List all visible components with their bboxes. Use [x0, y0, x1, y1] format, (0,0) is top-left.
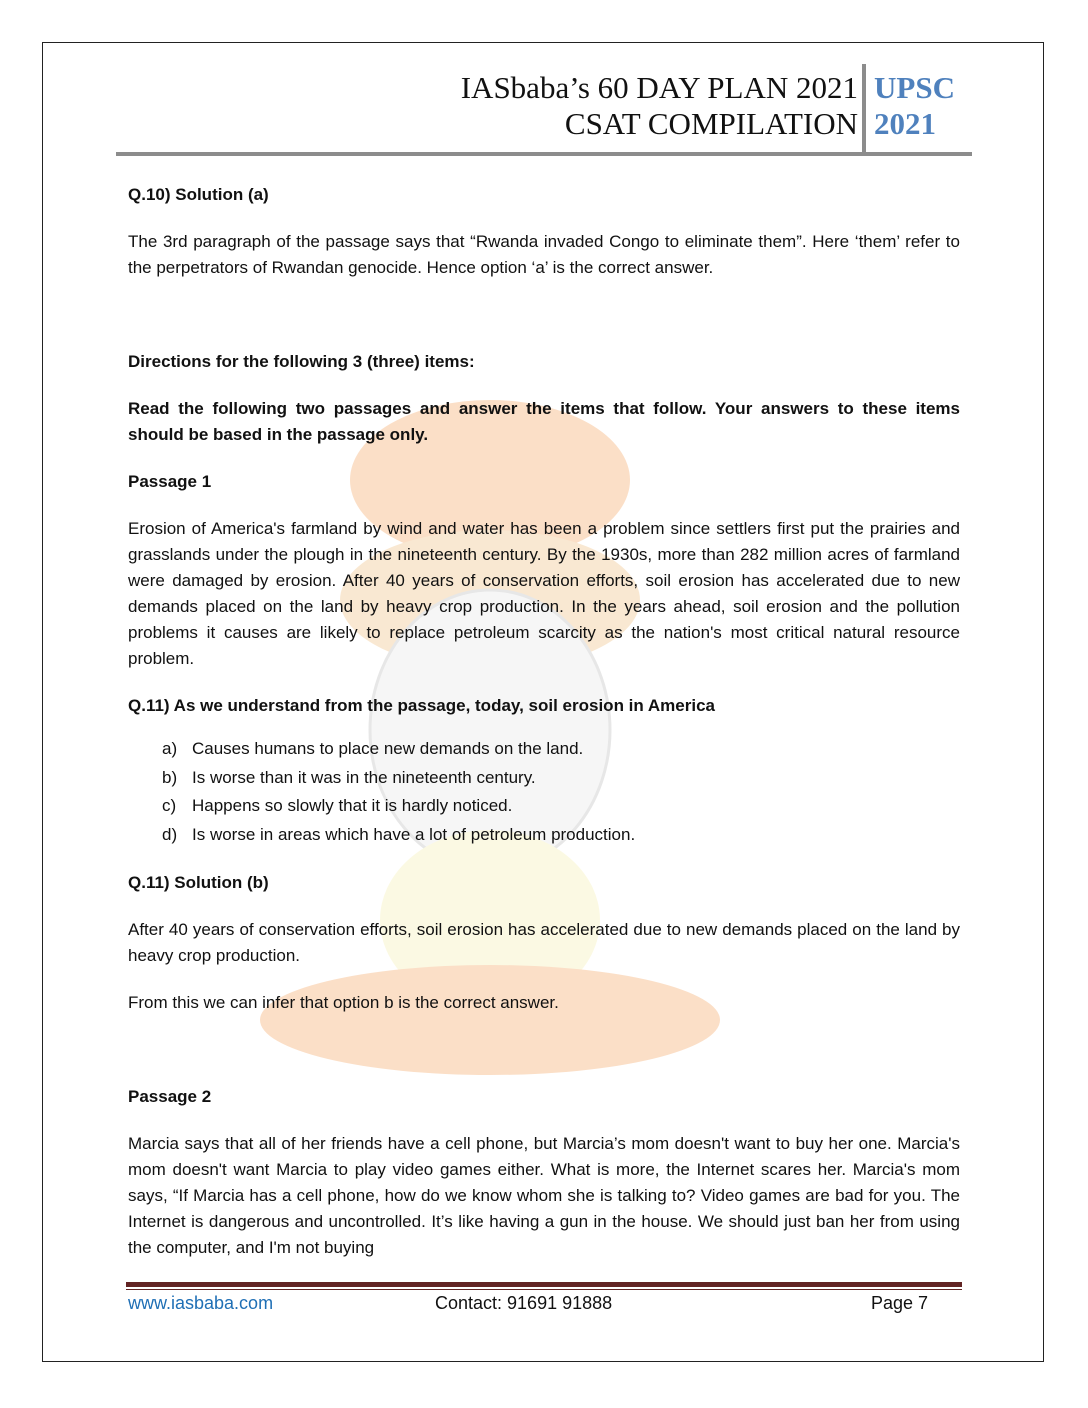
option-b: [162, 764, 960, 793]
passage2-text: Marcia says that all of her friends have a cell phone, but Marcia’s mom doesn't want to buy her one. Marcia's mom doesn't want Marcia to play video games either. What is more, the Internet scares her. Marcia's mom says, “If Marcia has a cell phone, how do we know whom she is talking to? Video games are bad for you. The Internet is dangerous and uncontrolled. It’s like having a gun in the house. We should just ban her from using the computer, and I'm not buying: [128, 1134, 960, 1257]
option-letter: a): [162, 739, 178, 758]
passage2-title: Passage 2: [128, 1087, 212, 1106]
footer-website-link[interactable]: www.iasbaba.com: [128, 1293, 274, 1313]
q11-explanation-1: After 40 years of conservation efforts, soil erosion has accelerated due to new demands placed on the land by heavy crop production.: [128, 920, 960, 965]
q11-explanation-2: From this we can infer that option b is the correct answer.: [128, 993, 559, 1012]
option-letter: c): [162, 796, 177, 815]
q11-question: Q.11) As we understand from the passage, today, soil erosion in America: [128, 696, 715, 715]
option-text: Causes humans to place new demands on the land.: [192, 739, 584, 758]
document-body: [128, 182, 960, 1282]
badge-line1: UPSC: [874, 70, 955, 105]
option-text: Happens so slowly that it is hardly noticed.: [192, 796, 513, 815]
passage1-text: Erosion of America's farmland by wind and water has been a problem since settlers first put the prairies and grasslands under the plough in the nineteenth century. By the 1930s, more than 282 million acres of farmland were damaged by erosion. After 40 years of conservation efforts, soil erosion has accelerated due to new demands placed on the land by heavy crop production. In the years ahead, soil erosion and the pollution problems it causes are likely to replace petroleum scarcity as the nation's most critical natural resource problem.: [128, 519, 960, 668]
header-rule: [116, 152, 972, 156]
option-text: Is worse than it was in the nineteenth century.: [192, 767, 536, 787]
header-title-line2: CSAT COMPILATION: [564, 106, 858, 141]
option-text: Is worse in areas which have a lot of petroleum production.: [192, 824, 636, 844]
option-letter: d): [162, 824, 178, 844]
q10-solution-heading: Q.10) Solution (a): [128, 185, 269, 204]
footer-contact: Contact: 91691 91888: [435, 1293, 613, 1313]
footer-rule: [126, 1282, 962, 1287]
header-divider: [862, 64, 866, 154]
q11-options: [128, 735, 960, 849]
badge-line2: 2021: [874, 106, 936, 141]
directions-heading: Directions for the following 3 (three) items:: [128, 352, 475, 371]
q10-explanation: The 3rd paragraph of the passage says that “Rwanda invaded Congo to eliminate them”. Here ‘them’ refer to the perpetrators of Rwandan genocide. Hence option ‘a’ is the correct answer.: [128, 232, 960, 277]
option-a: [162, 735, 960, 764]
instructions: Read the following two passages and answer the items that follow. Your answers to these items should be based in the passage only.: [128, 399, 960, 444]
q11-solution-heading: Q.11) Solution (b): [128, 873, 269, 892]
header-title-line1: IASbaba’s 60 DAY PLAN 2021: [460, 70, 858, 105]
footer-page-number: Page 7: [871, 1293, 929, 1313]
passage1-title: Passage 1: [128, 472, 212, 491]
header-badge: [874, 70, 955, 142]
header-title: [461, 70, 858, 142]
option-c: [162, 792, 960, 821]
footer-rule-thin: [126, 1289, 962, 1290]
option-d: [162, 821, 960, 850]
option-letter: b): [162, 767, 178, 787]
